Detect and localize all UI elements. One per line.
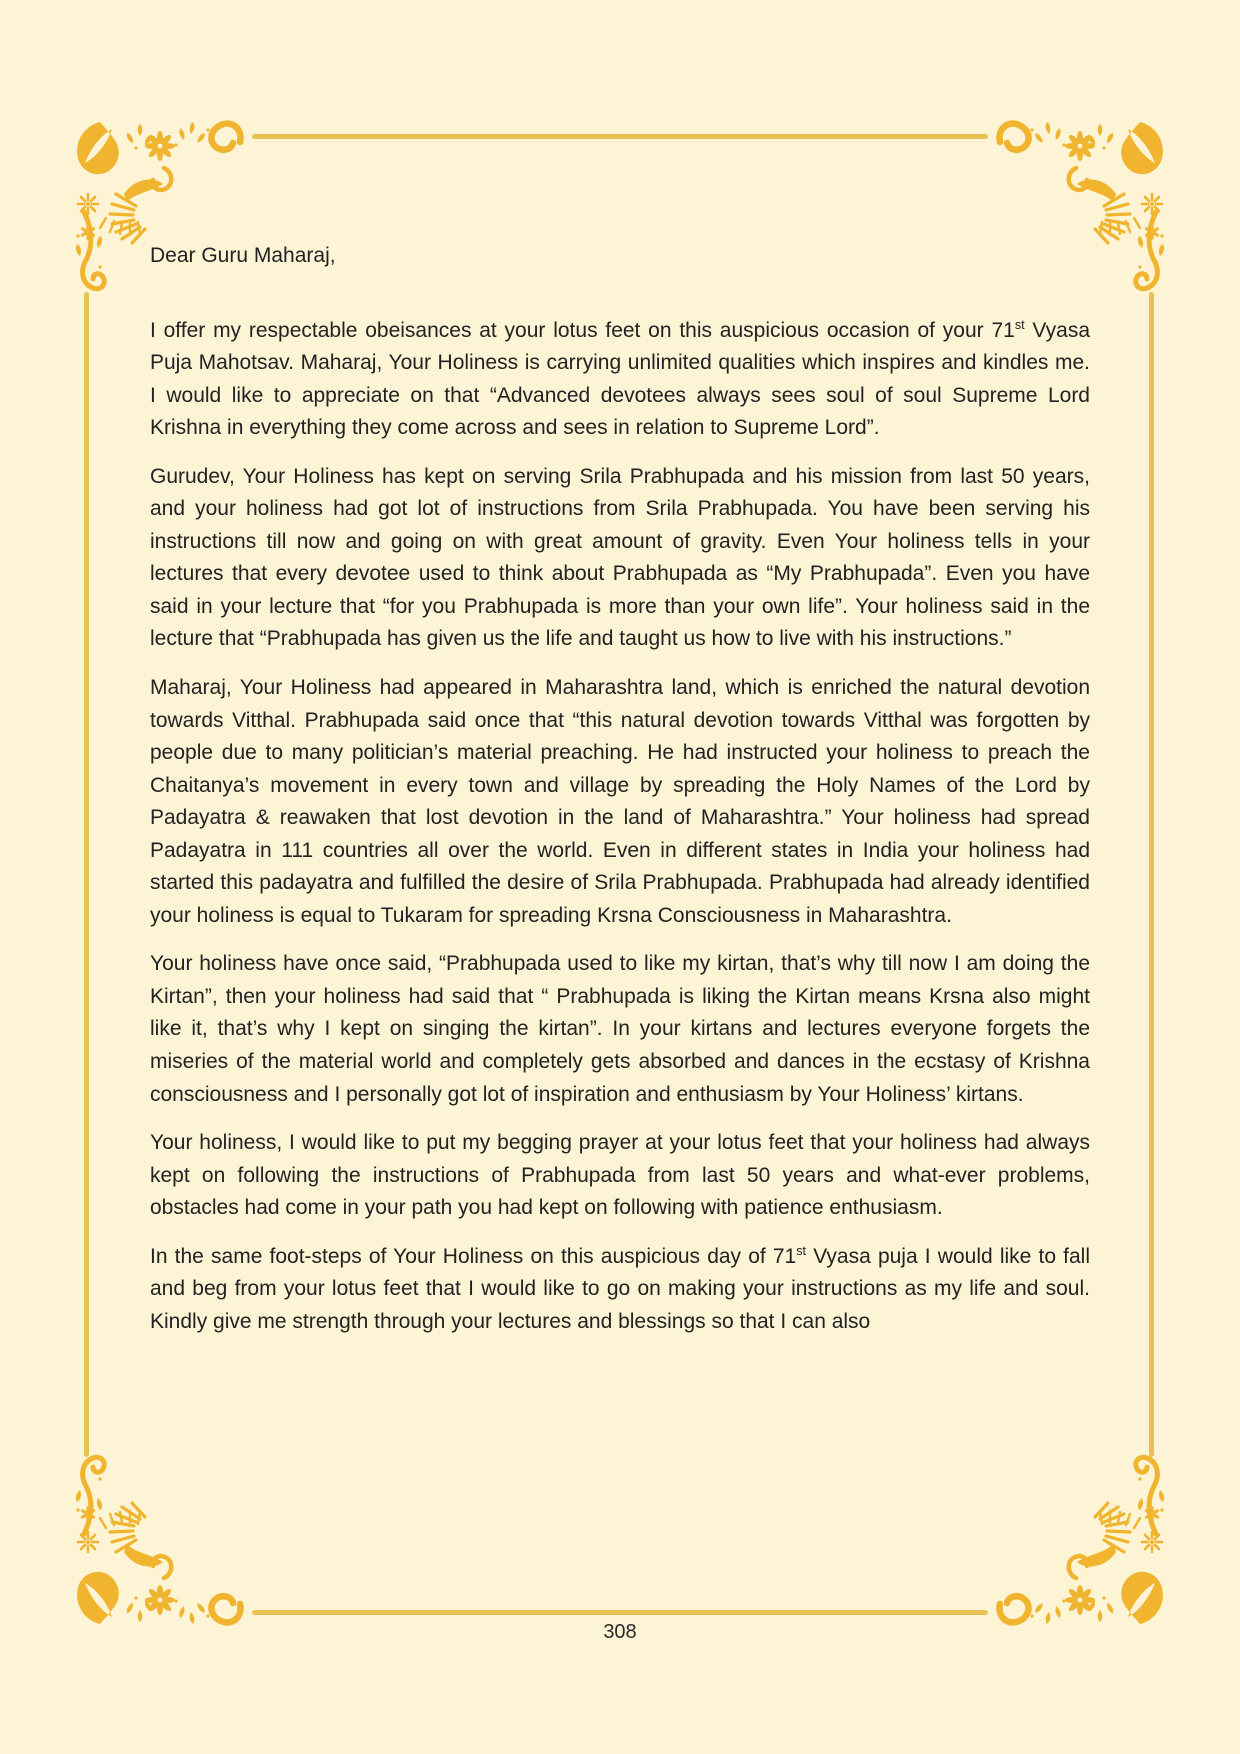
letter-paragraph: I offer my respectable obeisances at your lotus feet on this auspicious occasion of your 71st Vyasa Puja Mahotsav. Maharaj, Your Holiness is carrying unlimited qualities which inspires and kindles me. I would like to appreciate on that “Advanced devotees always sees soul of soul Supreme Lord Krishna in everything they come across and sees in relation to Supreme Lord”. bbox=[150, 317, 1091, 440]
letter-paragraph: Your holiness, I would like to put my begging prayer at your lotus feet that your holiness had always kept on following the instructions of Prabhupada from last 50 years and what-ever problems, obstacles had come in your path you had kept on following with patience enthusiasm. bbox=[150, 1131, 1090, 1220]
letter-paragraph: Gurudev, Your Holiness has kept on serving Srila Prabhupada and his mission from last 50 years, and your holiness had got lot of instructions from Srila Prabhupada. You have been serving his instructions till now and going on with great amount of gravity. Even Your holiness tells in your lectures that every devotee used to think about Prabhupada as “My Prabhupada”. Even you have said in your lecture that “for you Prabhupada is more than your own life”. Your holiness said in the lecture that “Prabhupada has given us the life and taught us how to live with his instructions.” bbox=[150, 464, 1090, 651]
frame-top-line bbox=[252, 134, 988, 139]
letter-body bbox=[150, 315, 1090, 1339]
letter-paragraph: Your holiness have once said, “Prabhupada used to like my kirtan, that’s why till now I am doing the Kirtan”, then your holiness had said that “ Prabhupada is liking the Kirtan means Krsna also might like it, that’s why I kept on singing the kirtan”. In your kirtans and lectures everyone forgets the miseries of the material world and completely gets absorbed and dances in the ecstasy of Krishna consciousness and I personally got lot of inspiration and enthusiasm by Your Holiness’ kirtans. bbox=[150, 952, 1090, 1106]
frame-right-line bbox=[1149, 292, 1154, 1457]
frame-bottom-line bbox=[252, 1610, 988, 1615]
floral-corner-ornament-bottom-right bbox=[988, 1448, 1168, 1628]
frame-left-line bbox=[84, 292, 89, 1457]
letter-content bbox=[150, 240, 1090, 1354]
salutation: Dear Guru Maharaj, bbox=[150, 244, 336, 267]
page-number: 308 bbox=[603, 1621, 637, 1643]
letter-paragraph: In the same foot-steps of Your Holiness on this auspicious day of 71st Vyasa puja I would like to fall and beg from your lotus feet that I would like to go on making your instructions as my life and soul. Kindly give me strength through your lectures and blessings so that I can also bbox=[150, 1243, 1090, 1333]
floral-corner-ornament-bottom-left bbox=[72, 1448, 252, 1628]
letter-paragraph: Maharaj, Your Holiness had appeared in Maharashtra land, which is enriched the natural devotion towards Vitthal. Prabhupada said once that “this natural devotion towards Vitthal was forgotten by people due to many politician’s material preaching. He had instructed your holiness to preach the Chaitanya’s movement in every town and village by spreading the Holy Names of the Lord by Padayatra & reawaken that lost devotion in the land of Maharashtra.” Your holiness had spread Padayatra in 111 countries all over the world. Even in different states in India your holiness had started this padayatra and fulfilled the desire of Srila Prabhupada. Prabhupada had already identified your holiness is equal to Tukaram for spreading Krsna Consciousness in Maharashtra. bbox=[150, 676, 1090, 927]
